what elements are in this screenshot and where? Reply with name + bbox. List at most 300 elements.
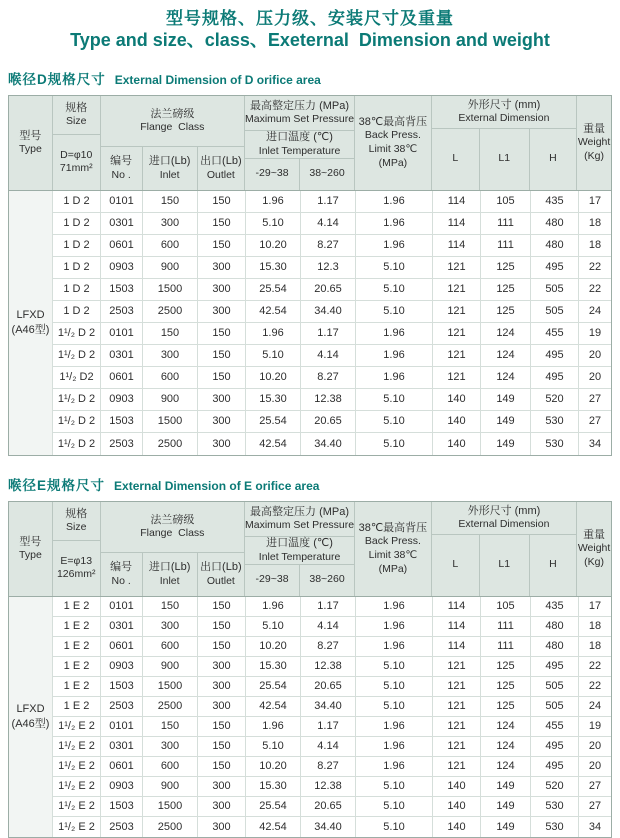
table-cell: 121 — [433, 737, 481, 756]
table-cell: 900 — [143, 777, 198, 796]
table-cell: 5.10 — [356, 411, 433, 432]
header-wt-en: Weight — [577, 136, 611, 149]
table-cell: 1.17 — [301, 717, 356, 736]
table-cell: 12.3 — [301, 257, 356, 278]
header-type — [9, 96, 53, 190]
table-row — [53, 301, 611, 323]
table-cell: 5.10 — [246, 617, 301, 636]
table-cell: 1.96 — [246, 717, 301, 736]
table-cell: 0601 — [101, 367, 143, 388]
table-cell: 1¹/₂ D 2 — [53, 345, 101, 366]
header-flange-en: Flange Class — [140, 527, 205, 540]
table-cell: 125 — [481, 677, 531, 696]
table-cell: 15.30 — [246, 257, 301, 278]
header-max-set-pressure — [245, 96, 355, 190]
table-cell: 1500 — [143, 677, 198, 696]
table-cell: 480 — [531, 213, 579, 234]
table-cell: 1 E 2 — [53, 637, 101, 656]
section-title-d — [8, 68, 612, 88]
table-cell: 105 — [481, 191, 531, 212]
table-cell: 42.54 — [246, 433, 301, 455]
table-cell: 12.38 — [301, 657, 356, 676]
header-flange-en: Flange Class — [140, 121, 205, 134]
type-cell-e — [9, 597, 53, 837]
table-cell: 8.27 — [301, 235, 356, 256]
table-cell: 1¹/₂ E 2 — [53, 757, 101, 776]
header-inlet-en: Inlet — [159, 168, 180, 181]
type-cell-d — [9, 191, 53, 455]
table-row — [53, 797, 611, 817]
table-cell: 114 — [433, 213, 481, 234]
table-cell: 149 — [481, 817, 531, 837]
table-cell: 121 — [433, 257, 481, 278]
table-cell: 124 — [481, 717, 531, 736]
table-cell: 505 — [531, 697, 579, 716]
table-cell: 300 — [198, 301, 246, 322]
table-cell: 25.54 — [246, 797, 301, 816]
table-cell: 300 — [198, 797, 246, 816]
table-cell: 150 — [198, 617, 246, 636]
table-row — [53, 367, 611, 389]
table-row — [53, 657, 611, 677]
table-cell: 10.20 — [246, 235, 301, 256]
table-cell: 2500 — [143, 433, 198, 455]
table-cell: 42.54 — [246, 817, 301, 837]
table-cell: 4.14 — [301, 737, 356, 756]
header-dim-l1-label: L1 — [498, 558, 511, 571]
header-size-en: Size — [66, 521, 87, 534]
header-flange-no — [101, 147, 143, 190]
header-size-value-1: E=φ13 — [60, 554, 93, 567]
table-cell: 1¹/₂ D2 — [53, 367, 101, 388]
header-range-low-label: -29~38 — [255, 573, 289, 586]
table-cell: 121 — [433, 677, 481, 696]
table-cell: 150 — [143, 191, 198, 212]
header-size-zh: 规格 — [65, 507, 88, 520]
header-outlet-en: Outlet — [206, 168, 235, 181]
table-row — [53, 279, 611, 301]
header-flange-outlet — [198, 553, 244, 596]
table-cell: 505 — [531, 279, 579, 300]
section-title-e — [8, 474, 612, 494]
header-type — [9, 502, 53, 596]
table-cell: 5.10 — [356, 817, 433, 837]
table-cell: 121 — [433, 279, 481, 300]
table-cell: 124 — [481, 345, 531, 366]
header-wt-unit: (Kg) — [584, 149, 604, 162]
table-cell: 530 — [531, 797, 579, 816]
table-cell: 495 — [531, 367, 579, 388]
table-cell: 1.96 — [356, 597, 433, 616]
header-temp-en: Inlet Temperature — [258, 144, 341, 157]
table-cell: 34.40 — [301, 697, 356, 716]
table-cell: 20.65 — [301, 411, 356, 432]
table-row — [53, 345, 611, 367]
header-bp-line3: Limit 38℃ — [368, 143, 418, 156]
header-flange-zh: 法兰磅级 — [150, 107, 195, 120]
table-cell: 121 — [433, 657, 481, 676]
header-flange-zh: 法兰磅级 — [150, 513, 195, 526]
table-cell: 455 — [531, 717, 579, 736]
table-cell: 24 — [588, 700, 602, 713]
table-cell: 18 — [588, 640, 602, 653]
table-cell: 1503 — [101, 411, 143, 432]
table-cell: 1¹/₂ D 2 — [53, 323, 101, 344]
table-cell: 34.40 — [301, 301, 356, 322]
table-row — [53, 411, 611, 433]
table-cell: 1¹/₂ E 2 — [53, 797, 101, 816]
table-row — [53, 737, 611, 757]
table-cell: 1 D 2 — [53, 257, 101, 278]
table-row — [53, 717, 611, 737]
table-cell: 8.27 — [301, 637, 356, 656]
header-dim-l — [432, 129, 480, 190]
table-cell: 5.10 — [356, 777, 433, 796]
header-msp-zh: 最高整定压力 (MPa) — [250, 99, 350, 112]
table-cell: 300 — [143, 617, 198, 636]
table-cell: 0903 — [101, 657, 143, 676]
table-cell: 0301 — [101, 617, 143, 636]
header-size-value-2: 71mm² — [59, 162, 93, 175]
header-outlet-zh: 出口(Lb) — [200, 561, 242, 574]
spec-table-e — [8, 501, 612, 838]
table-cell: 1 D 2 — [53, 301, 101, 322]
header-dim-h-label: H — [549, 558, 557, 571]
table-cell: 121 — [433, 345, 481, 366]
table-cell: 121 — [433, 323, 481, 344]
table-cell: 530 — [531, 817, 579, 837]
header-range-low-label: -29~38 — [255, 167, 289, 180]
header-dim-l-label: L — [452, 152, 459, 165]
table-cell: 114 — [433, 597, 481, 616]
table-cell: 34.40 — [301, 433, 356, 455]
type-value-line1: LFXD — [16, 309, 45, 322]
header-bp-line1: 38℃最高背压 — [358, 116, 428, 129]
table-row — [53, 637, 611, 657]
table-cell: 1.17 — [301, 191, 356, 212]
spec-table-d-rows — [53, 191, 611, 455]
table-cell: 5.10 — [356, 677, 433, 696]
table-cell: 520 — [531, 389, 579, 410]
table-cell: 5.10 — [356, 279, 433, 300]
spec-table-e-rows — [53, 597, 611, 837]
page-title-zh: 型号规格、压力级、安装尺寸及重量 — [166, 9, 454, 28]
type-value-line2: (A46型) — [11, 717, 50, 730]
header-type-en: Type — [19, 143, 42, 156]
table-cell: 1 D 2 — [53, 213, 101, 234]
table-cell: 1.96 — [356, 191, 433, 212]
table-cell: 0101 — [101, 717, 143, 736]
table-cell: 150 — [198, 213, 246, 234]
table-cell: 149 — [481, 797, 531, 816]
header-bp-line4: (MPa) — [378, 156, 408, 169]
spec-table-e-header — [9, 502, 611, 596]
table-cell: 34 — [588, 820, 602, 833]
table-cell: 19 — [588, 327, 602, 340]
header-ext-en: External Dimension — [458, 518, 550, 531]
table-cell: 900 — [143, 389, 198, 410]
table-cell: 12.38 — [301, 777, 356, 796]
table-cell: 140 — [433, 777, 481, 796]
table-row — [53, 617, 611, 637]
table-cell: 5.10 — [356, 389, 433, 410]
table-cell: 27 — [588, 415, 602, 428]
table-cell: 125 — [481, 257, 531, 278]
header-back-pressure — [355, 96, 432, 190]
table-cell: 20 — [588, 740, 602, 753]
table-cell: 25.54 — [246, 279, 301, 300]
table-cell: 1503 — [101, 677, 143, 696]
table-cell: 150 — [198, 345, 246, 366]
table-cell: 150 — [198, 717, 246, 736]
table-cell: 5.10 — [356, 257, 433, 278]
header-ext-zh: 外形尺寸 (mm) — [467, 98, 541, 111]
header-flange-outlet — [198, 147, 244, 190]
table-cell: 124 — [481, 757, 531, 776]
table-cell: 20.65 — [301, 279, 356, 300]
table-cell: 300 — [198, 411, 246, 432]
table-cell: 0601 — [101, 637, 143, 656]
section-title-e-zh: 喉径E规格尺寸 — [8, 477, 106, 493]
header-temp-zh: 进口温度 (℃) — [266, 537, 333, 550]
header-inlet-temperature — [245, 536, 354, 564]
table-cell: 124 — [481, 367, 531, 388]
table-cell: 27 — [588, 393, 602, 406]
table-cell: 20 — [588, 760, 602, 773]
header-flange-class — [101, 96, 245, 190]
header-ext-en: External Dimension — [458, 112, 550, 125]
table-cell: 2500 — [143, 697, 198, 716]
table-cell: 1503 — [101, 797, 143, 816]
table-cell: 1500 — [143, 797, 198, 816]
table-cell: 5.10 — [246, 737, 301, 756]
table-cell: 4.14 — [301, 213, 356, 234]
table-cell: 150 — [143, 597, 198, 616]
header-size-en: Size — [66, 115, 87, 128]
header-bp-line3: Limit 38℃ — [368, 549, 418, 562]
header-size — [53, 502, 101, 596]
header-bp-line2: Back Press. — [364, 129, 421, 142]
header-temp-range-high — [300, 565, 354, 596]
header-bp-line2: Back Press. — [364, 535, 421, 548]
table-cell: 15.30 — [246, 657, 301, 676]
table-cell: 1 D 2 — [53, 235, 101, 256]
table-cell: 2503 — [101, 817, 143, 837]
header-type-zh: 型号 — [19, 129, 42, 142]
table-cell: 150 — [198, 235, 246, 256]
header-msp-en: Maximum Set Pressure — [244, 519, 355, 532]
table-cell: 0903 — [101, 257, 143, 278]
table-row — [53, 191, 611, 213]
table-cell: 1¹/₂ E 2 — [53, 737, 101, 756]
table-cell: 5.10 — [356, 657, 433, 676]
table-cell: 150 — [198, 323, 246, 344]
table-cell: 25.54 — [246, 411, 301, 432]
header-type-zh: 型号 — [19, 535, 42, 548]
table-cell: 114 — [433, 235, 481, 256]
table-cell: 1.96 — [356, 323, 433, 344]
table-cell: 17 — [588, 195, 602, 208]
table-cell: 300 — [198, 697, 246, 716]
table-row — [53, 213, 611, 235]
table-cell: 125 — [481, 697, 531, 716]
header-temp-zh: 进口温度 (℃) — [266, 131, 333, 144]
header-size-value-1: D=φ10 — [60, 148, 93, 161]
header-wt-unit: (Kg) — [584, 555, 604, 568]
table-cell: 5.10 — [356, 797, 433, 816]
table-cell: 150 — [198, 191, 246, 212]
table-cell: 0903 — [101, 777, 143, 796]
header-type-en: Type — [19, 549, 42, 562]
table-cell: 15.30 — [246, 389, 301, 410]
header-inlet-zh: 进口(Lb) — [148, 155, 191, 168]
table-cell: 111 — [481, 213, 531, 234]
table-cell: 19 — [588, 720, 602, 733]
table-row — [53, 389, 611, 411]
header-dim-h-label: H — [549, 152, 557, 165]
table-cell: 18 — [588, 217, 602, 230]
header-temp-range-low — [245, 159, 300, 190]
table-cell: 1.17 — [301, 597, 356, 616]
table-cell: 150 — [143, 323, 198, 344]
header-wt-zh: 重量 — [583, 528, 606, 541]
spec-table-d — [8, 95, 612, 456]
table-cell: 150 — [198, 757, 246, 776]
table-cell: 22 — [588, 680, 602, 693]
table-cell: 150 — [198, 637, 246, 656]
table-cell: 1 D 2 — [53, 279, 101, 300]
table-cell: 149 — [481, 411, 531, 432]
header-size-zh: 规格 — [65, 101, 88, 114]
header-inlet-zh: 进口(Lb) — [148, 561, 191, 574]
table-cell: 0301 — [101, 345, 143, 366]
table-cell: 1.96 — [356, 213, 433, 234]
table-cell: 300 — [143, 737, 198, 756]
header-inlet-temperature — [245, 130, 354, 158]
table-cell: 25.54 — [246, 677, 301, 696]
table-cell: 1.96 — [246, 597, 301, 616]
header-weight — [577, 96, 611, 190]
header-external-dimension — [432, 96, 577, 190]
table-cell: 140 — [433, 797, 481, 816]
header-dim-h — [530, 535, 576, 596]
table-cell: 300 — [143, 345, 198, 366]
table-cell: 125 — [481, 279, 531, 300]
table-cell: 10.20 — [246, 367, 301, 388]
table-cell: 1 D 2 — [53, 191, 101, 212]
table-cell: 495 — [531, 757, 579, 776]
table-cell: 2500 — [143, 817, 198, 837]
table-cell: 12.38 — [301, 389, 356, 410]
table-cell: 20.65 — [301, 677, 356, 696]
header-size — [53, 96, 101, 190]
table-cell: 8.27 — [301, 367, 356, 388]
table-cell: 480 — [531, 617, 579, 636]
table-cell: 505 — [531, 301, 579, 322]
table-cell: 1.96 — [356, 757, 433, 776]
table-cell: 1¹/₂ D 2 — [53, 389, 101, 410]
header-max-set-pressure — [245, 502, 355, 596]
table-cell: 1 E 2 — [53, 597, 101, 616]
header-outlet-zh: 出口(Lb) — [200, 155, 242, 168]
header-wt-en: Weight — [577, 542, 611, 555]
table-cell: 121 — [433, 301, 481, 322]
table-cell: 435 — [531, 191, 579, 212]
table-cell: 34.40 — [301, 817, 356, 837]
table-cell: 2503 — [101, 697, 143, 716]
table-cell: 1.96 — [356, 737, 433, 756]
table-cell: 300 — [198, 279, 246, 300]
table-cell: 530 — [531, 433, 579, 455]
table-cell: 111 — [481, 617, 531, 636]
spec-table-d-header — [9, 96, 611, 190]
header-external-dimension — [432, 502, 577, 596]
table-cell: 1 E 2 — [53, 697, 101, 716]
table-cell: 111 — [481, 235, 531, 256]
table-cell: 1.96 — [356, 367, 433, 388]
table-cell: 5.10 — [246, 345, 301, 366]
table-cell: 34 — [588, 437, 602, 450]
table-cell: 900 — [143, 657, 198, 676]
table-cell: 300 — [198, 389, 246, 410]
table-cell: 300 — [198, 817, 246, 837]
table-cell: 600 — [143, 637, 198, 656]
table-row — [53, 817, 611, 837]
table-cell: 435 — [531, 597, 579, 616]
table-cell: 1¹/₂ D 2 — [53, 433, 101, 455]
table-cell: 600 — [143, 757, 198, 776]
table-cell: 8.27 — [301, 757, 356, 776]
header-temp-en: Inlet Temperature — [258, 550, 341, 563]
table-cell: 4.14 — [301, 617, 356, 636]
header-inlet-en: Inlet — [159, 574, 180, 587]
table-cell: 900 — [143, 257, 198, 278]
header-wt-zh: 重量 — [583, 122, 606, 135]
table-row — [53, 235, 611, 257]
table-cell: 4.14 — [301, 345, 356, 366]
table-cell: 0101 — [101, 323, 143, 344]
spec-table-e-body — [9, 596, 611, 837]
table-cell: 27 — [588, 800, 602, 813]
header-size-value-2: 126mm² — [56, 568, 96, 581]
table-cell: 300 — [143, 213, 198, 234]
table-cell: 121 — [433, 717, 481, 736]
table-cell: 10.20 — [246, 757, 301, 776]
table-cell: 0601 — [101, 757, 143, 776]
table-cell: 2500 — [143, 301, 198, 322]
header-msp-zh: 最高整定压力 (MPa) — [250, 505, 350, 518]
header-temp-range-low — [245, 565, 300, 596]
table-cell: 1¹/₂ E 2 — [53, 817, 101, 837]
header-bp-line4: (MPa) — [378, 562, 408, 575]
table-cell: 530 — [531, 411, 579, 432]
table-row — [53, 323, 611, 345]
table-cell: 1.17 — [301, 323, 356, 344]
table-cell: 150 — [198, 737, 246, 756]
type-value-line2: (A46型) — [11, 323, 50, 336]
header-flange-no — [101, 553, 143, 596]
table-cell: 1 E 2 — [53, 677, 101, 696]
table-cell: 300 — [198, 677, 246, 696]
table-cell: 1.96 — [356, 717, 433, 736]
table-cell: 149 — [481, 433, 531, 455]
table-cell: 140 — [433, 411, 481, 432]
table-row — [53, 433, 611, 455]
header-flange-inlet — [143, 147, 198, 190]
table-cell: 124 — [481, 737, 531, 756]
table-row — [53, 697, 611, 717]
header-no-en: No . — [111, 574, 131, 587]
